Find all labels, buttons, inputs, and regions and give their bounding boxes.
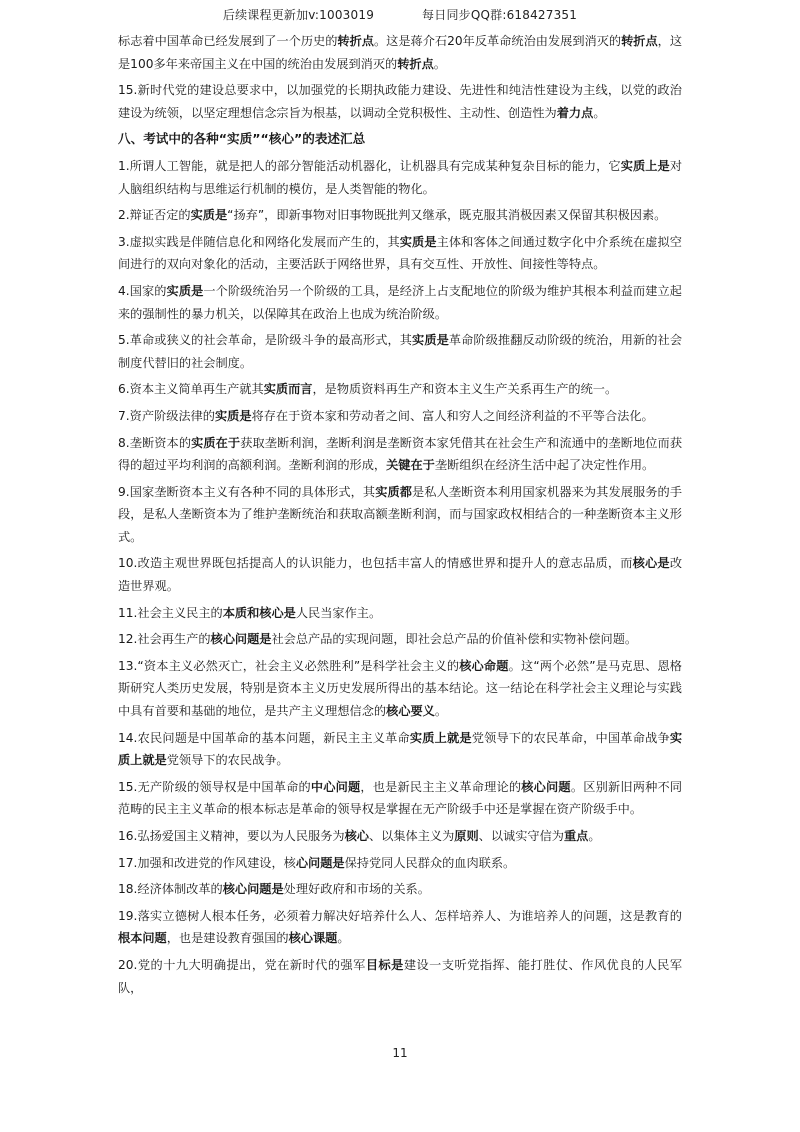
bold-keyword: 核心问题是 bbox=[210, 632, 272, 647]
paragraph bbox=[118, 155, 682, 200]
paragraph bbox=[118, 552, 682, 597]
text-segment: 将存在于资本家和劳动者之间、富人和穷人之间经济利益的不平等合法化。 bbox=[251, 408, 654, 423]
bold-keyword: 核心是 bbox=[632, 556, 670, 571]
text-segment: 14.农民问题是中国革命的基本问题，新民主主义革命 bbox=[118, 730, 410, 745]
text-segment: 12.社会再生产的 bbox=[118, 632, 211, 647]
paragraph bbox=[118, 432, 682, 477]
text-segment: 13.“资本主义必然灭亡，社会主义必然胜利”是科学社会主义的 bbox=[118, 658, 460, 673]
paragraph bbox=[118, 776, 682, 821]
text-segment: 19.落实立德树人根本任务，必须着力解决好培养什么人、怎样培养人、为谁培养人的问题，这是教育的 bbox=[118, 908, 682, 923]
text-segment: 10.改造主观世界既包括提高人的认识能力，也包括丰富人的情感世界和提升人的意志品质，而 bbox=[118, 556, 633, 571]
paragraph bbox=[118, 30, 682, 75]
page-header bbox=[0, 6, 800, 23]
text-segment: 7.资产阶级法律的 bbox=[118, 408, 215, 423]
bold-keyword: 原则 bbox=[454, 829, 479, 843]
text-segment: 。 bbox=[433, 56, 446, 71]
text-segment: 标志着中国革命已经发展到了一个历史的 bbox=[118, 34, 338, 48]
bold-keyword: 实质在于 bbox=[191, 435, 241, 450]
paragraph bbox=[118, 204, 682, 227]
bold-keyword: 实质是 bbox=[399, 234, 437, 249]
text-segment: 革命阶级推翻反动阶级的统治，用新的社会制度代替旧的社会制度。 bbox=[118, 333, 683, 370]
paragraph bbox=[118, 954, 682, 999]
section-heading bbox=[118, 128, 682, 151]
text-segment: 20.党的十九大明确提出，党在新时代的强军 bbox=[118, 957, 366, 972]
paragraph bbox=[118, 79, 682, 124]
bold-keyword: 着力点 bbox=[556, 105, 594, 120]
bold-keyword: 实质是 bbox=[166, 283, 204, 298]
paragraph bbox=[118, 405, 682, 428]
text-segment: 11.社会主义民主的 bbox=[118, 605, 223, 620]
text-segment: 建设一支听党指挥、能打胜仗、作风优良的人民军队， bbox=[118, 957, 683, 995]
bold-keyword: 转折点 bbox=[621, 34, 658, 48]
text-segment: 。区别新旧两种不同范畴的民主主义革命的根本标志是革命的领导权是掌握在无产阶级手中还是掌握在资产阶级手中。 bbox=[118, 779, 683, 817]
paragraph bbox=[118, 378, 682, 401]
text-segment: 党领导下的农民战争。 bbox=[166, 753, 289, 768]
text-segment: 9.国家垄断资本主义有各种不同的具体形式，其 bbox=[118, 484, 376, 499]
text-segment: “扬弃”，即新事物对旧事物既批判又继承，既克服其消极因素又保留其积极因素。 bbox=[227, 208, 667, 223]
text-segment: 3.虚拟实践是伴随信息化和网络化发展而产生的，其 bbox=[118, 234, 400, 249]
paragraph bbox=[118, 481, 682, 549]
bold-keyword: 实质是 bbox=[190, 208, 228, 223]
text-segment: 2.辩证否定的 bbox=[118, 208, 191, 223]
text-segment: 改造世界观。 bbox=[118, 556, 682, 594]
bold-keyword: 转折点 bbox=[337, 34, 374, 48]
text-segment: 16.弘扬爱国主义精神，要以为人民服务为 bbox=[118, 829, 345, 843]
text-segment: 。这是蒋介石20年反革命统治由发展到消灭的 bbox=[373, 34, 622, 48]
bold-keyword: 核心要义 bbox=[386, 704, 435, 719]
text-segment: ，也是建设教育强国的 bbox=[166, 931, 289, 946]
text-segment: 八、考试中的各种“实质”“核心”的表述汇总 bbox=[118, 131, 366, 147]
bold-keyword: 实质都 bbox=[375, 484, 413, 499]
paragraph bbox=[118, 231, 682, 276]
bold-keyword: 根本问题 bbox=[118, 931, 167, 946]
text-segment: 8.垄断资本的 bbox=[118, 435, 192, 450]
paragraph bbox=[118, 825, 682, 848]
text-segment: 17.加强和改进党的作风建设，核 bbox=[118, 855, 296, 870]
text-segment: 15.新时代党的建设总要求中，以加强党的长期执政能力建设、先进性和纯洁性建设为主线，以党的政治建设为统领，以坚定理想信念宗旨为根基，以调动全党积极性、主动性、创造性为 bbox=[118, 83, 682, 120]
text-segment: 、以集体主义为 bbox=[368, 829, 455, 843]
text-segment: 人民当家作主。 bbox=[295, 605, 382, 620]
text-segment: 处理好政府和市场的关系。 bbox=[283, 882, 430, 897]
text-segment: 是私人垄断资本利用国家机器来为其发展服务的手段，是私人垄断资本为了维护垄断统治和获取高额垄断利润，而与国家政权相结合的一种垄断资本主义形式。 bbox=[118, 484, 683, 544]
text-segment: 。 bbox=[593, 105, 606, 120]
header-qq-group: 每日同步QQ群:618427351 bbox=[422, 8, 578, 22]
bold-keyword: 核心问题是 bbox=[222, 882, 284, 897]
bold-keyword: 核心问题 bbox=[521, 779, 571, 794]
paragraph bbox=[118, 905, 682, 950]
bold-keyword: 实质上就是 bbox=[118, 730, 683, 768]
bold-keyword: 目标是 bbox=[365, 957, 404, 972]
paragraph bbox=[118, 655, 682, 723]
page-number: 11 bbox=[392, 1046, 408, 1060]
paragraph bbox=[118, 727, 682, 772]
bold-keyword: 实质是 bbox=[412, 333, 449, 348]
document-body bbox=[118, 30, 682, 1003]
text-segment: 。 bbox=[588, 829, 601, 843]
header-course-contact: 后续课程更新加v:1003019 bbox=[222, 8, 375, 22]
bold-keyword: 核心课题 bbox=[288, 931, 338, 946]
bold-keyword: 转折点 bbox=[397, 56, 434, 71]
text-segment: 1.所谓人工智能，就是把人的部分智能活动机器化，让机器具有完成某种复杂目标的能力，它 bbox=[118, 158, 621, 173]
text-segment: 。这“两个必然”是马克思、恩格斯研究人类历史发展，特别是资本主义历史发展所得出的基本结论。这一结论在科学社会主义理论与实践中具有首要和基础的地位，是共产主义理想信念的 bbox=[118, 658, 682, 719]
paragraph bbox=[118, 628, 682, 651]
bold-keyword: 重点 bbox=[563, 829, 589, 843]
text-segment: 一个阶级统治另一个阶级的工具，是经济上占支配地位的阶级为维护其根本利益而建立起来的强制性的暴力机关，以保障其在政治上也成为统治阶级。 bbox=[118, 283, 682, 321]
text-segment: 。 bbox=[337, 931, 350, 946]
paragraph bbox=[118, 280, 682, 325]
paragraph bbox=[118, 602, 682, 625]
text-segment: ，也是新民主主义革命理论的 bbox=[360, 779, 522, 794]
text-segment: 、以诚实守信为 bbox=[478, 829, 564, 843]
text-segment: 5.革命或狭义的社会革命，是阶级斗争的最高形式，其 bbox=[118, 333, 413, 348]
text-segment: 18.经济体制改革的 bbox=[118, 882, 223, 897]
paragraph bbox=[118, 878, 682, 901]
paragraph bbox=[118, 329, 682, 374]
bold-keyword: 本质和核心是 bbox=[222, 605, 296, 620]
text-segment: 主体和客体之间通过数字化中介系统在虚拟空间进行的双向对象化的活动，主要活跃于网络世界，具有交互性、开放性、间接性等特点。 bbox=[118, 234, 682, 272]
text-segment: 6.资本主义简单再生产就其 bbox=[118, 382, 264, 397]
text-segment: 获取垄断利润，垄断利润是垄断资本家凭借其在社会生产和流通中的垄断地位而获得的超过平均利润的高额利润。垄断利润的形成， bbox=[118, 435, 683, 473]
text-segment: ，是物质资料再生产和资本主义生产关系再生产的统一。 bbox=[312, 382, 618, 397]
bold-keyword: 中心问题 bbox=[310, 779, 361, 794]
bold-keyword: 关键在于 bbox=[386, 458, 435, 473]
text-segment: 社会总产品的实现问题，即社会总产品的价值补偿和实物补偿问题。 bbox=[271, 632, 638, 647]
text-segment: 15.无产阶级的领导权是中国革命的 bbox=[118, 779, 311, 794]
text-segment: 垄断组织在经济生活中起了决定性作用。 bbox=[434, 458, 655, 473]
bold-keyword: 实质上是 bbox=[620, 158, 670, 173]
bold-keyword: 核心 bbox=[344, 829, 369, 843]
text-segment: ，这是100多年来帝国主义在中国的统治由发展到消灭的 bbox=[118, 34, 683, 71]
bold-keyword: 实质是 bbox=[214, 408, 252, 423]
text-segment: 。 bbox=[434, 704, 448, 719]
bold-keyword: 核心命题 bbox=[459, 658, 509, 673]
text-segment: 4.国家的 bbox=[118, 283, 167, 298]
text-segment: 党领导下的农民革命，中国革命战争 bbox=[471, 730, 670, 745]
text-segment: 保持党同人民群众的血肉联系。 bbox=[344, 855, 516, 870]
text-segment: 对人脑组织结构与思维运行机制的模仿，是人类智能的物化。 bbox=[118, 158, 682, 196]
bold-keyword: 心问题是 bbox=[295, 855, 345, 870]
paragraph bbox=[118, 852, 682, 875]
bold-keyword: 实质上就是 bbox=[409, 730, 472, 745]
bold-keyword: 实质而言 bbox=[263, 382, 313, 397]
